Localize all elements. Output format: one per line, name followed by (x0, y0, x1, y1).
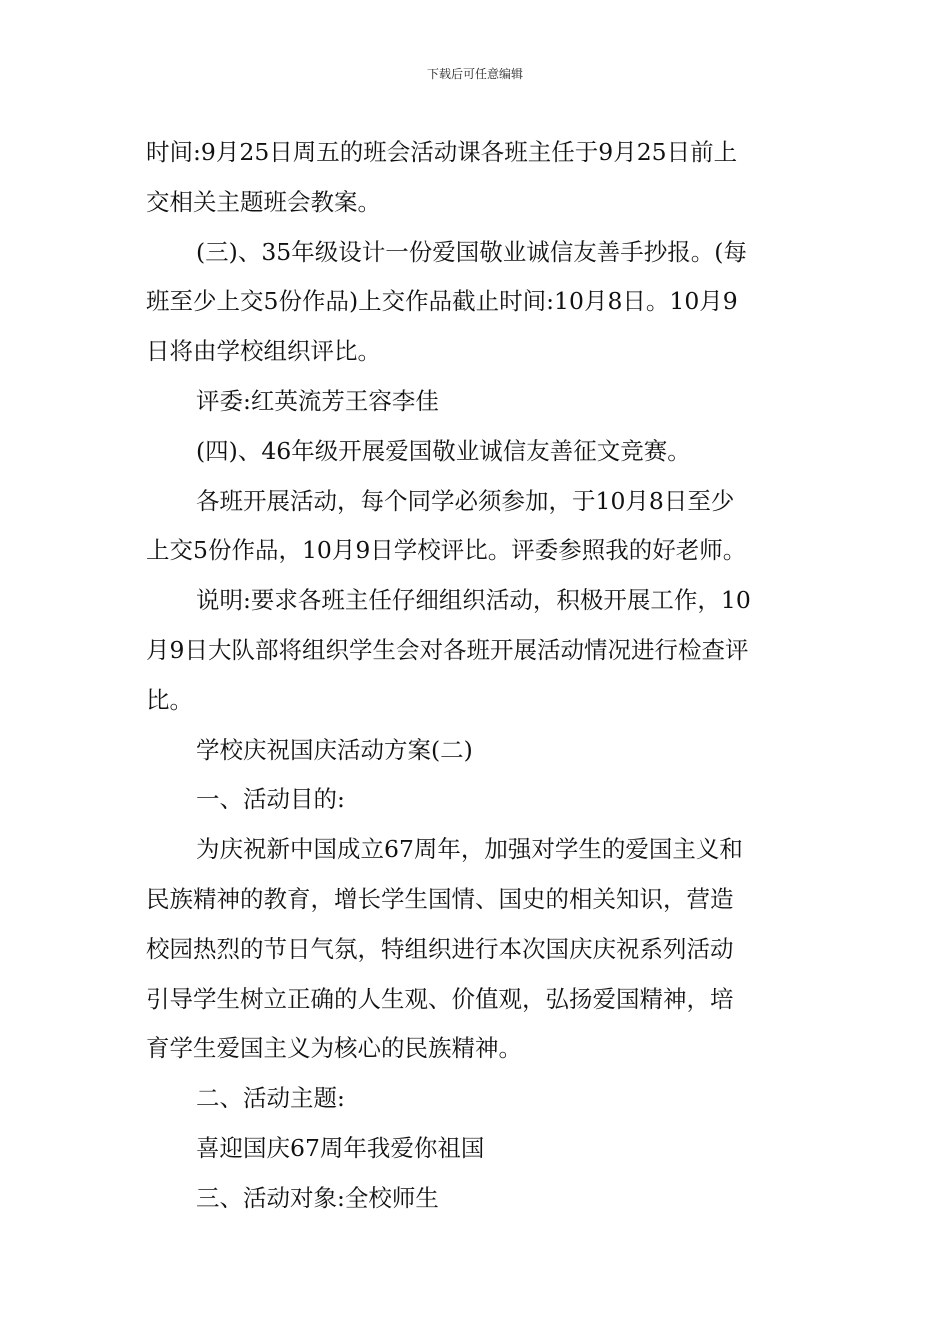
body-line: (四)、46年级开展爱国敬业诚信友善征文竞赛。 (196, 436, 691, 465)
body-line: 日将由学校组织评比。 (146, 337, 381, 366)
document-body (146, 128, 806, 1224)
page-header-note: 下载后可任意编辑 (426, 67, 523, 81)
body-line: 引导学生树立正确的人生观、价值观，弘扬爱国精神，培 (146, 984, 734, 1013)
body-line: 说明:要求各班主任仔细组织活动，积极开展工作，10 (196, 586, 751, 615)
body-line: 交相关主题班会教案。 (146, 187, 381, 216)
section-title: 学校庆祝国庆活动方案(二) (196, 735, 473, 764)
body-line: 上交5份作品，10月9日学校评比。评委参照我的好老师。 (146, 536, 747, 565)
body-line: 班至少上交5份作品)上交作品截止时间:10月8日。10月9 (146, 287, 738, 316)
body-line: (三)、35年级设计一份爱国敬业诚信友善手抄报。(每 (196, 237, 747, 266)
body-line: 喜迎国庆67周年我爱你祖国 (196, 1133, 485, 1162)
body-line: 时间:9月25日周五的班会活动课各班主任于9月25日前上 (146, 138, 738, 166)
body-line: 评委:红英流芳王容李佳 (196, 386, 439, 415)
body-line: 各班开展活动，每个同学必须参加，于10月8日至少 (196, 486, 735, 515)
section-heading: 一、活动目的: (196, 785, 345, 814)
body-line: 育学生爱国主义为核心的民族精神。 (146, 1034, 522, 1063)
body-line: 校园热烈的节日气氛，特组织进行本次国庆庆祝系列活动 (146, 934, 734, 963)
section-heading: 三、活动对象:全校师生 (196, 1183, 439, 1212)
body-line: 民族精神的教育，增长学生国情、国史的相关知识，营造 (146, 884, 734, 913)
body-line: 月9日大队部将组织学生会对各班开展活动情况进行检查评 (146, 635, 749, 664)
body-line: 为庆祝新中国成立67周年，加强对学生的爱国主义和 (196, 835, 743, 864)
section-heading: 二、活动主题: (196, 1084, 345, 1113)
body-line: 比。 (146, 685, 193, 714)
